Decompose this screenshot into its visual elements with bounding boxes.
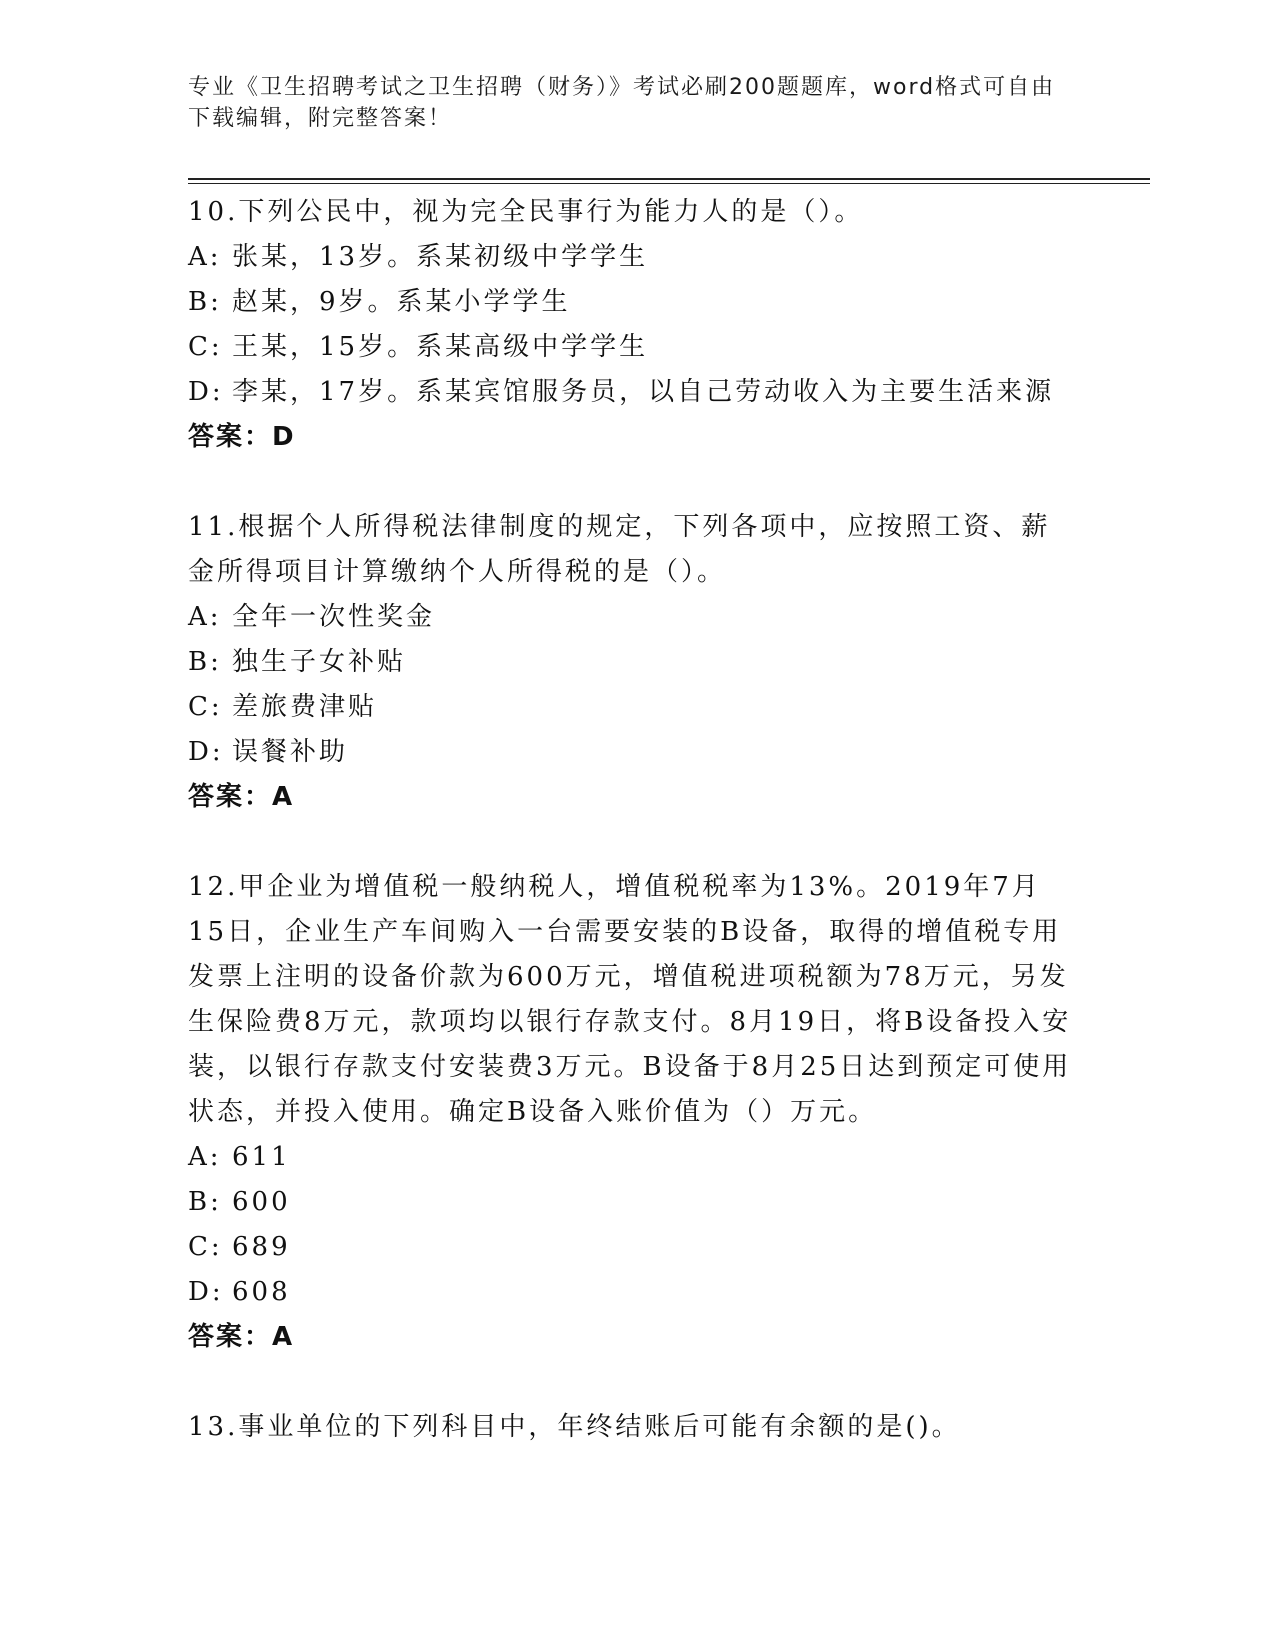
option-c (188, 325, 1078, 370)
question-text: 13.事业单位的下列科目中，年终结账后可能有余额的是()。 (188, 1412, 961, 1442)
option-text: 608 (232, 1277, 291, 1307)
document-intro: 专业《卫生招聘考试之卫生招聘（财务）》考试必刷200题题库，word格式可自由下载编辑，附完整答案！ (188, 75, 1056, 131)
header-divider-thick (188, 178, 1150, 180)
option-text: 600 (232, 1187, 291, 1217)
option-text: 赵某，9岁。系某小学学生 (232, 287, 571, 317)
option-a (188, 595, 1078, 640)
option-key: B: (188, 287, 222, 317)
option-text: 差旅费津贴 (232, 692, 378, 722)
option-key: A: (188, 1142, 222, 1172)
option-key: A: (188, 602, 222, 632)
question-text: 11.根据个人所得税法律制度的规定，下列各项中，应按照工资、薪金所得项目计算缴纳个人所得税的是（）。 (188, 512, 1051, 587)
option-key: B: (188, 1187, 222, 1217)
option-text: 王某，15岁。系某高级中学学生 (232, 332, 649, 362)
option-b (188, 1180, 1078, 1225)
spacer (188, 460, 1078, 505)
question-text: 12.甲企业为增值税一般纳税人，增值税税率为13%。2019年7月15日，企业生产车间购入一台需要安装的B设备，取得的增值税专用发票上注明的设备价款为600万元，增值税进项税额为78万元，另发生保险费8万元，款项均以银行存款支付。8月19日，将B设备投入安装，以银行存款支付安装费3万元。B设备于8月25日达到预定可使用状态，并投入使用。确定B设备入账价值为（）万元。 (188, 872, 1072, 1127)
answer-label: 答案：A (188, 1322, 295, 1352)
option-key: C: (188, 1232, 223, 1262)
answer-label: 答案：A (188, 782, 295, 812)
question-text: 10.下列公民中，视为完全民事行为能力人的是（）。 (188, 197, 864, 227)
option-d (188, 370, 1078, 415)
option-text: 李某，17岁。系某宾馆服务员，以自己劳动收入为主要生活来源 (232, 377, 1055, 407)
option-text: 张某，13岁。系某初级中学学生 (232, 242, 649, 272)
question-12 (188, 865, 1078, 1360)
option-key: C: (188, 332, 223, 362)
option-d (188, 730, 1078, 775)
question-13 (188, 1405, 1078, 1450)
option-b (188, 640, 1078, 685)
option-b (188, 280, 1078, 325)
spacer (188, 820, 1078, 865)
option-key: C: (188, 692, 223, 722)
question-10 (188, 190, 1078, 460)
option-text: 误餐补助 (232, 737, 349, 767)
spacer (188, 1360, 1078, 1405)
option-a (188, 1135, 1078, 1180)
option-text: 611 (232, 1142, 291, 1172)
option-text: 独生子女补贴 (232, 647, 407, 677)
option-a (188, 235, 1078, 280)
option-key: A: (188, 242, 222, 272)
option-text: 全年一次性奖金 (232, 602, 436, 632)
option-d (188, 1270, 1078, 1315)
header-divider-thin (188, 183, 1150, 184)
option-c (188, 685, 1078, 730)
option-c (188, 1225, 1078, 1270)
option-key: D: (188, 1277, 224, 1307)
option-key: B: (188, 647, 222, 677)
question-11 (188, 505, 1078, 820)
option-key: D: (188, 377, 224, 407)
option-text: 689 (232, 1232, 291, 1262)
answer-label: 答案：D (188, 422, 296, 452)
option-key: D: (188, 737, 224, 767)
question-list (188, 190, 1078, 1450)
